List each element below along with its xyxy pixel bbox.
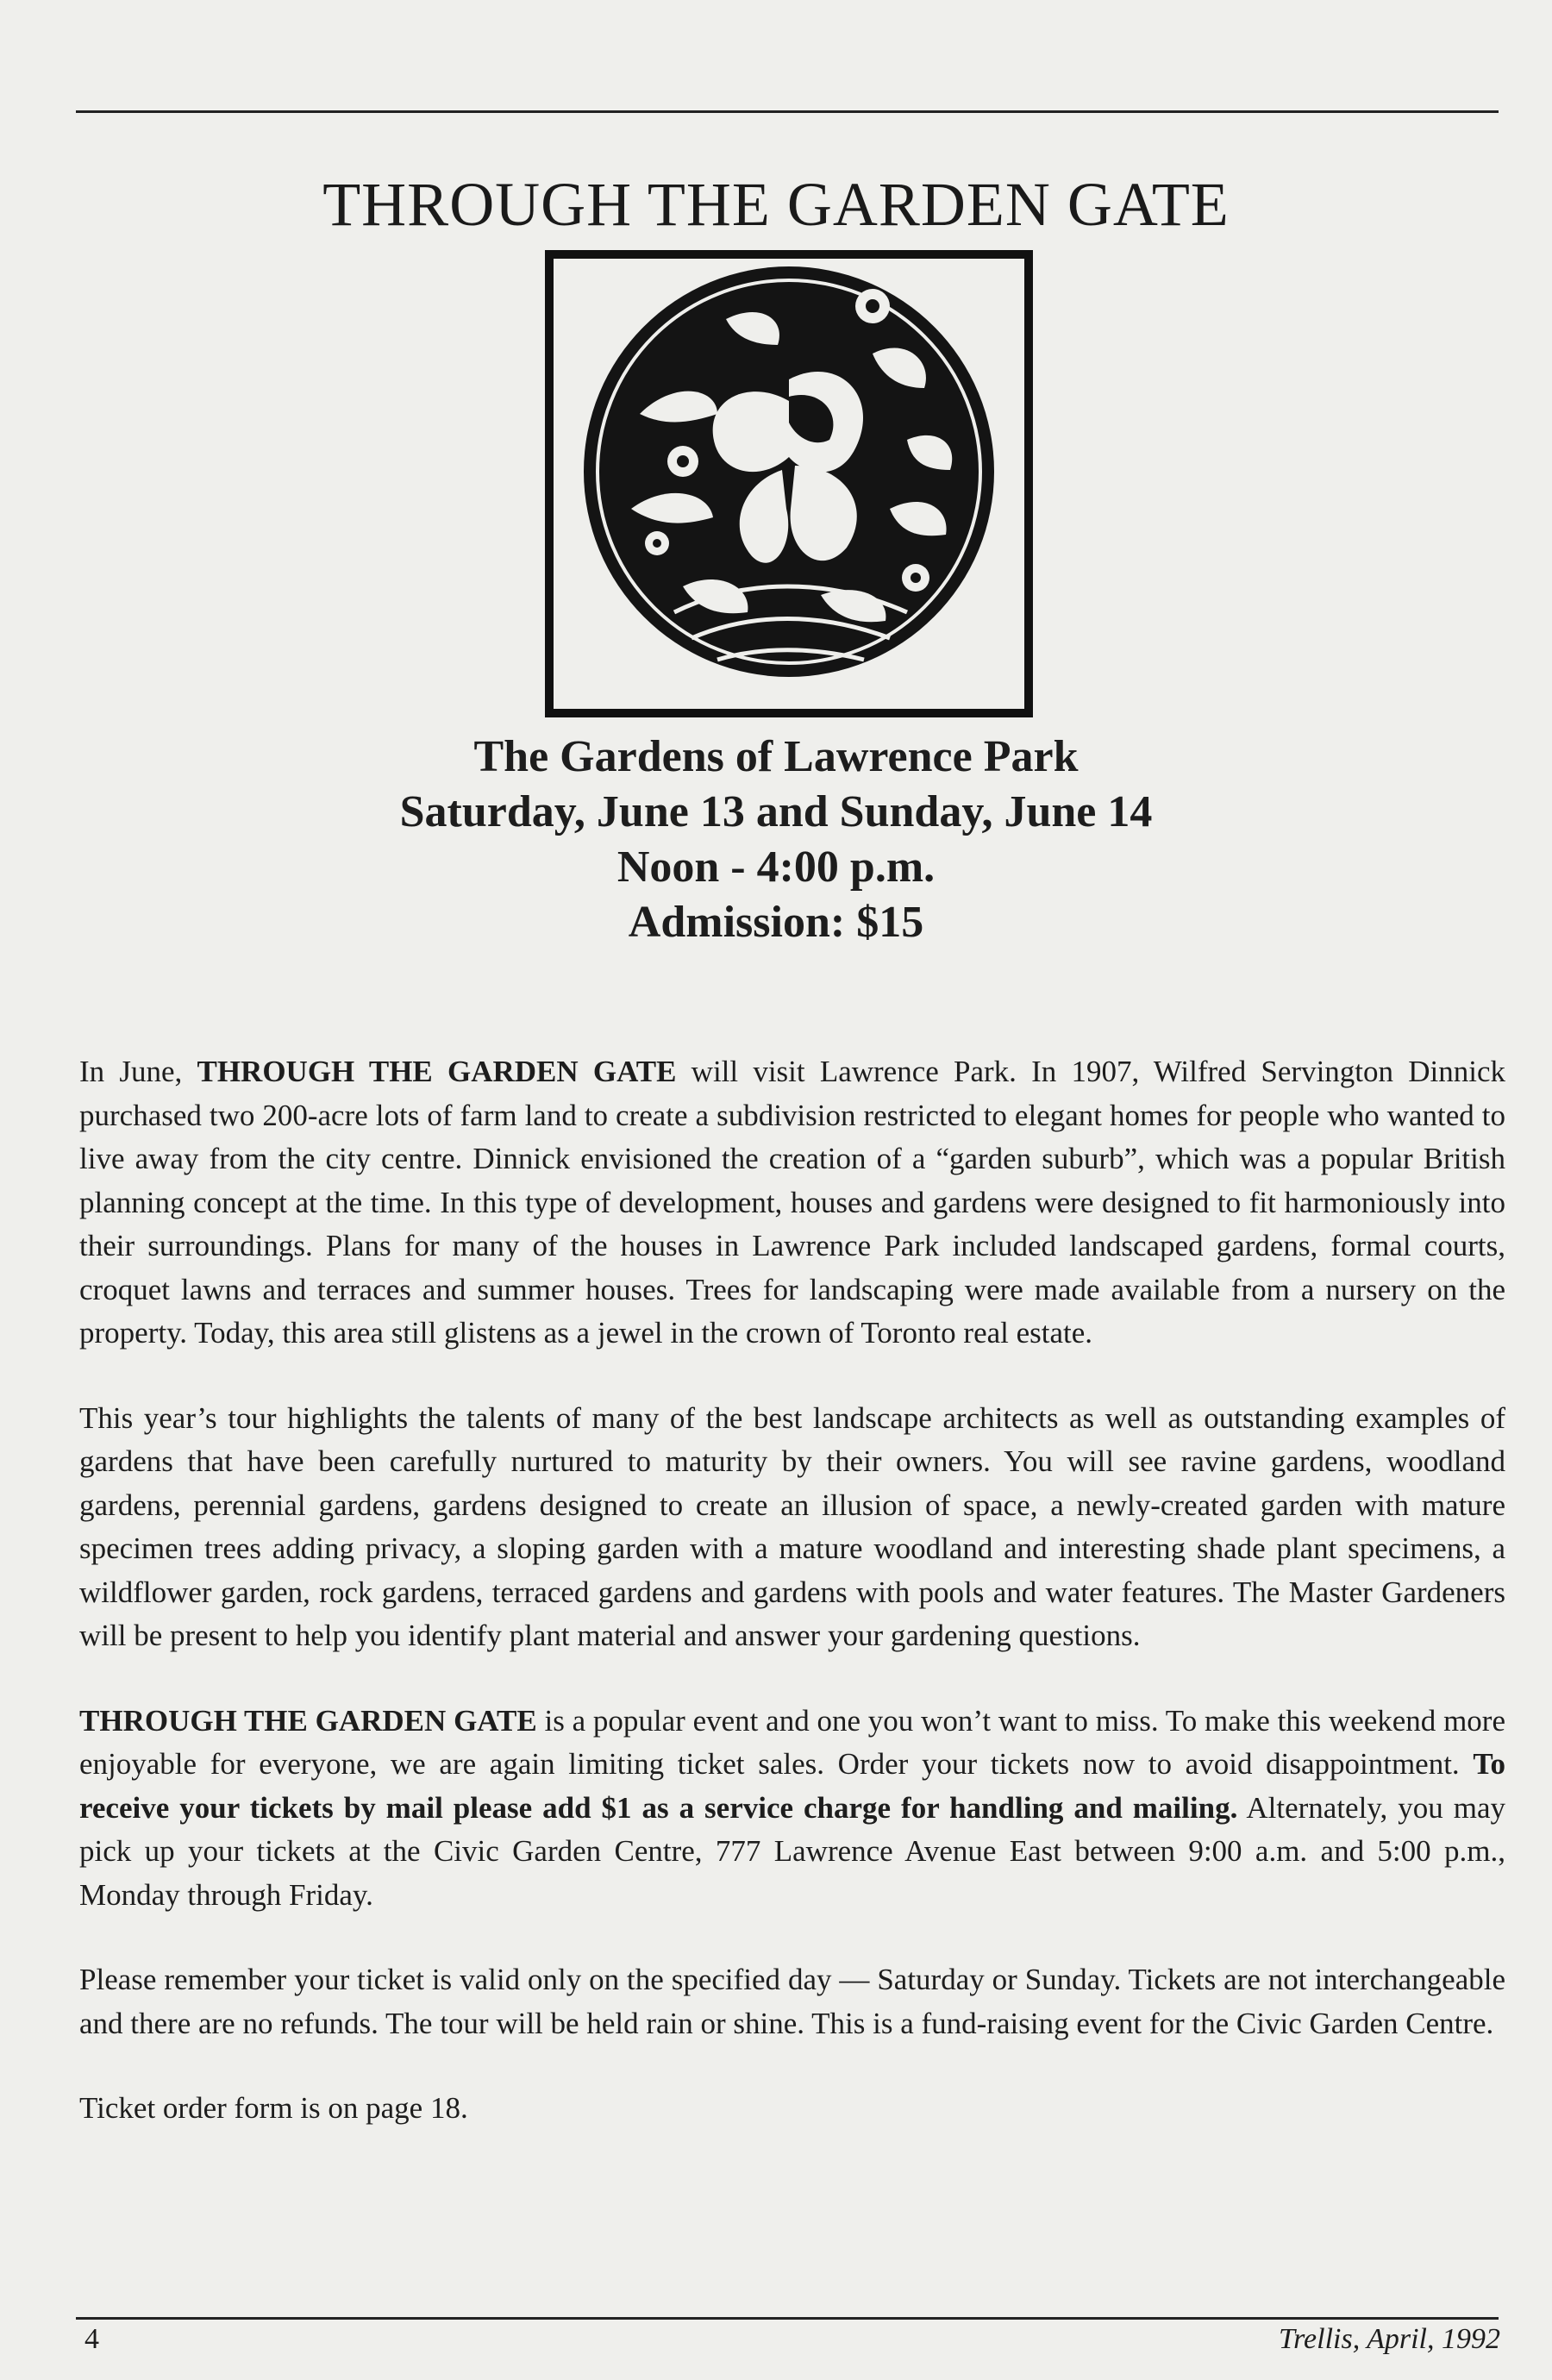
- event-name-emphasis: THROUGH THE GARDEN GATE: [79, 1703, 537, 1738]
- flower-medallion-icon: [545, 250, 1033, 717]
- event-name-emphasis: THROUGH THE GARDEN GATE: [197, 1055, 677, 1088]
- paragraph-text: will visit Lawrence Park. In 1907, Wilfred Servington Dinnick purchased two 200-acre lots of farm land to create a subdivision restricted to elegant homes for people who wanted to live away from the city centre. Dinnick envisioned the creation of a “garden suburb”, which was a popular British planning concept at the time. In this type of development, houses and gardens were designed to fit harmoniously into their surroundings. Plans for many of the houses in Lawrence Park included landscaped gardens, formal courts, croquet lawns and terraces and summer houses. Trees for landscaping were made available from a nursery on the property. Today, this area still glistens as a jewel in the crown of Toronto real estate.: [79, 1055, 1505, 1350]
- event-dates: Saturday, June 13 and Sunday, June 14: [399, 787, 1153, 836]
- top-rule: [76, 110, 1499, 113]
- page-title: THROUGH THE GARDEN GATE: [322, 170, 1230, 239]
- publication-credit: Trellis, April, 1992: [1279, 2323, 1500, 2355]
- paragraph-text: In June,: [79, 1055, 197, 1088]
- bottom-rule: [76, 2317, 1499, 2320]
- article-body: [79, 1050, 1505, 2172]
- paragraph-history: [79, 1050, 1505, 1356]
- paragraph-order-form: Ticket order form is on page 18.: [79, 2091, 468, 2125]
- event-hours: Noon - 4:00 p.m.: [616, 842, 936, 892]
- paragraph-tour-highlights: This year’s tour highlights the talents of many of the best landscape architects as well as outstanding examples of gardens that have been carefully nurtured to maturity by their owners. You will see ravine gardens, woodland gardens, perennial gardens, gardens designed to create an illusion of space, a newly-created garden with mature specimen trees adding privacy, a sloping garden with a mature woodland and interesting shade plant specimens, a wildflower garden, rock gardens, terraced gardens and gardens with pools and water features. The Master Gardeners will be present to help you identify plant material and answer your gardening questions.: [79, 1400, 1505, 1652]
- event-name: The Gardens of Lawrence Park: [473, 732, 1079, 781]
- event-details: [0, 730, 1552, 950]
- page-number: 4: [84, 2323, 99, 2355]
- paragraph-tickets: [79, 1700, 1505, 1918]
- paragraph-text: Alternately, you may pick up your tickets at the Civic Garden Centre, 777 Lawrence Avenue East between 9:00 a.m. and 5:00 p.m., Monday through Friday.: [79, 1790, 1505, 1912]
- paragraph-text: is a popular event and one you won’t want to miss. To make this weekend more enjoyable for everyone, we are again limiting ticket sales. Order your tickets now to avoid disappointment.: [79, 1703, 1505, 1781]
- paragraph-ticket-policy: Please remember your ticket is valid only on the specified day — Saturday or Sunday. Tickets are not interchangeable and there are no refunds. The tour will be held rain or shine. This is a fund-raising event for the Civic Garden Centre.: [79, 1963, 1505, 2040]
- event-admission: Admission: $15: [628, 898, 924, 947]
- mail-service-charge-note: To receive your tickets by mail please add $1 as a service charge for handling and mailing.: [79, 1747, 1505, 1825]
